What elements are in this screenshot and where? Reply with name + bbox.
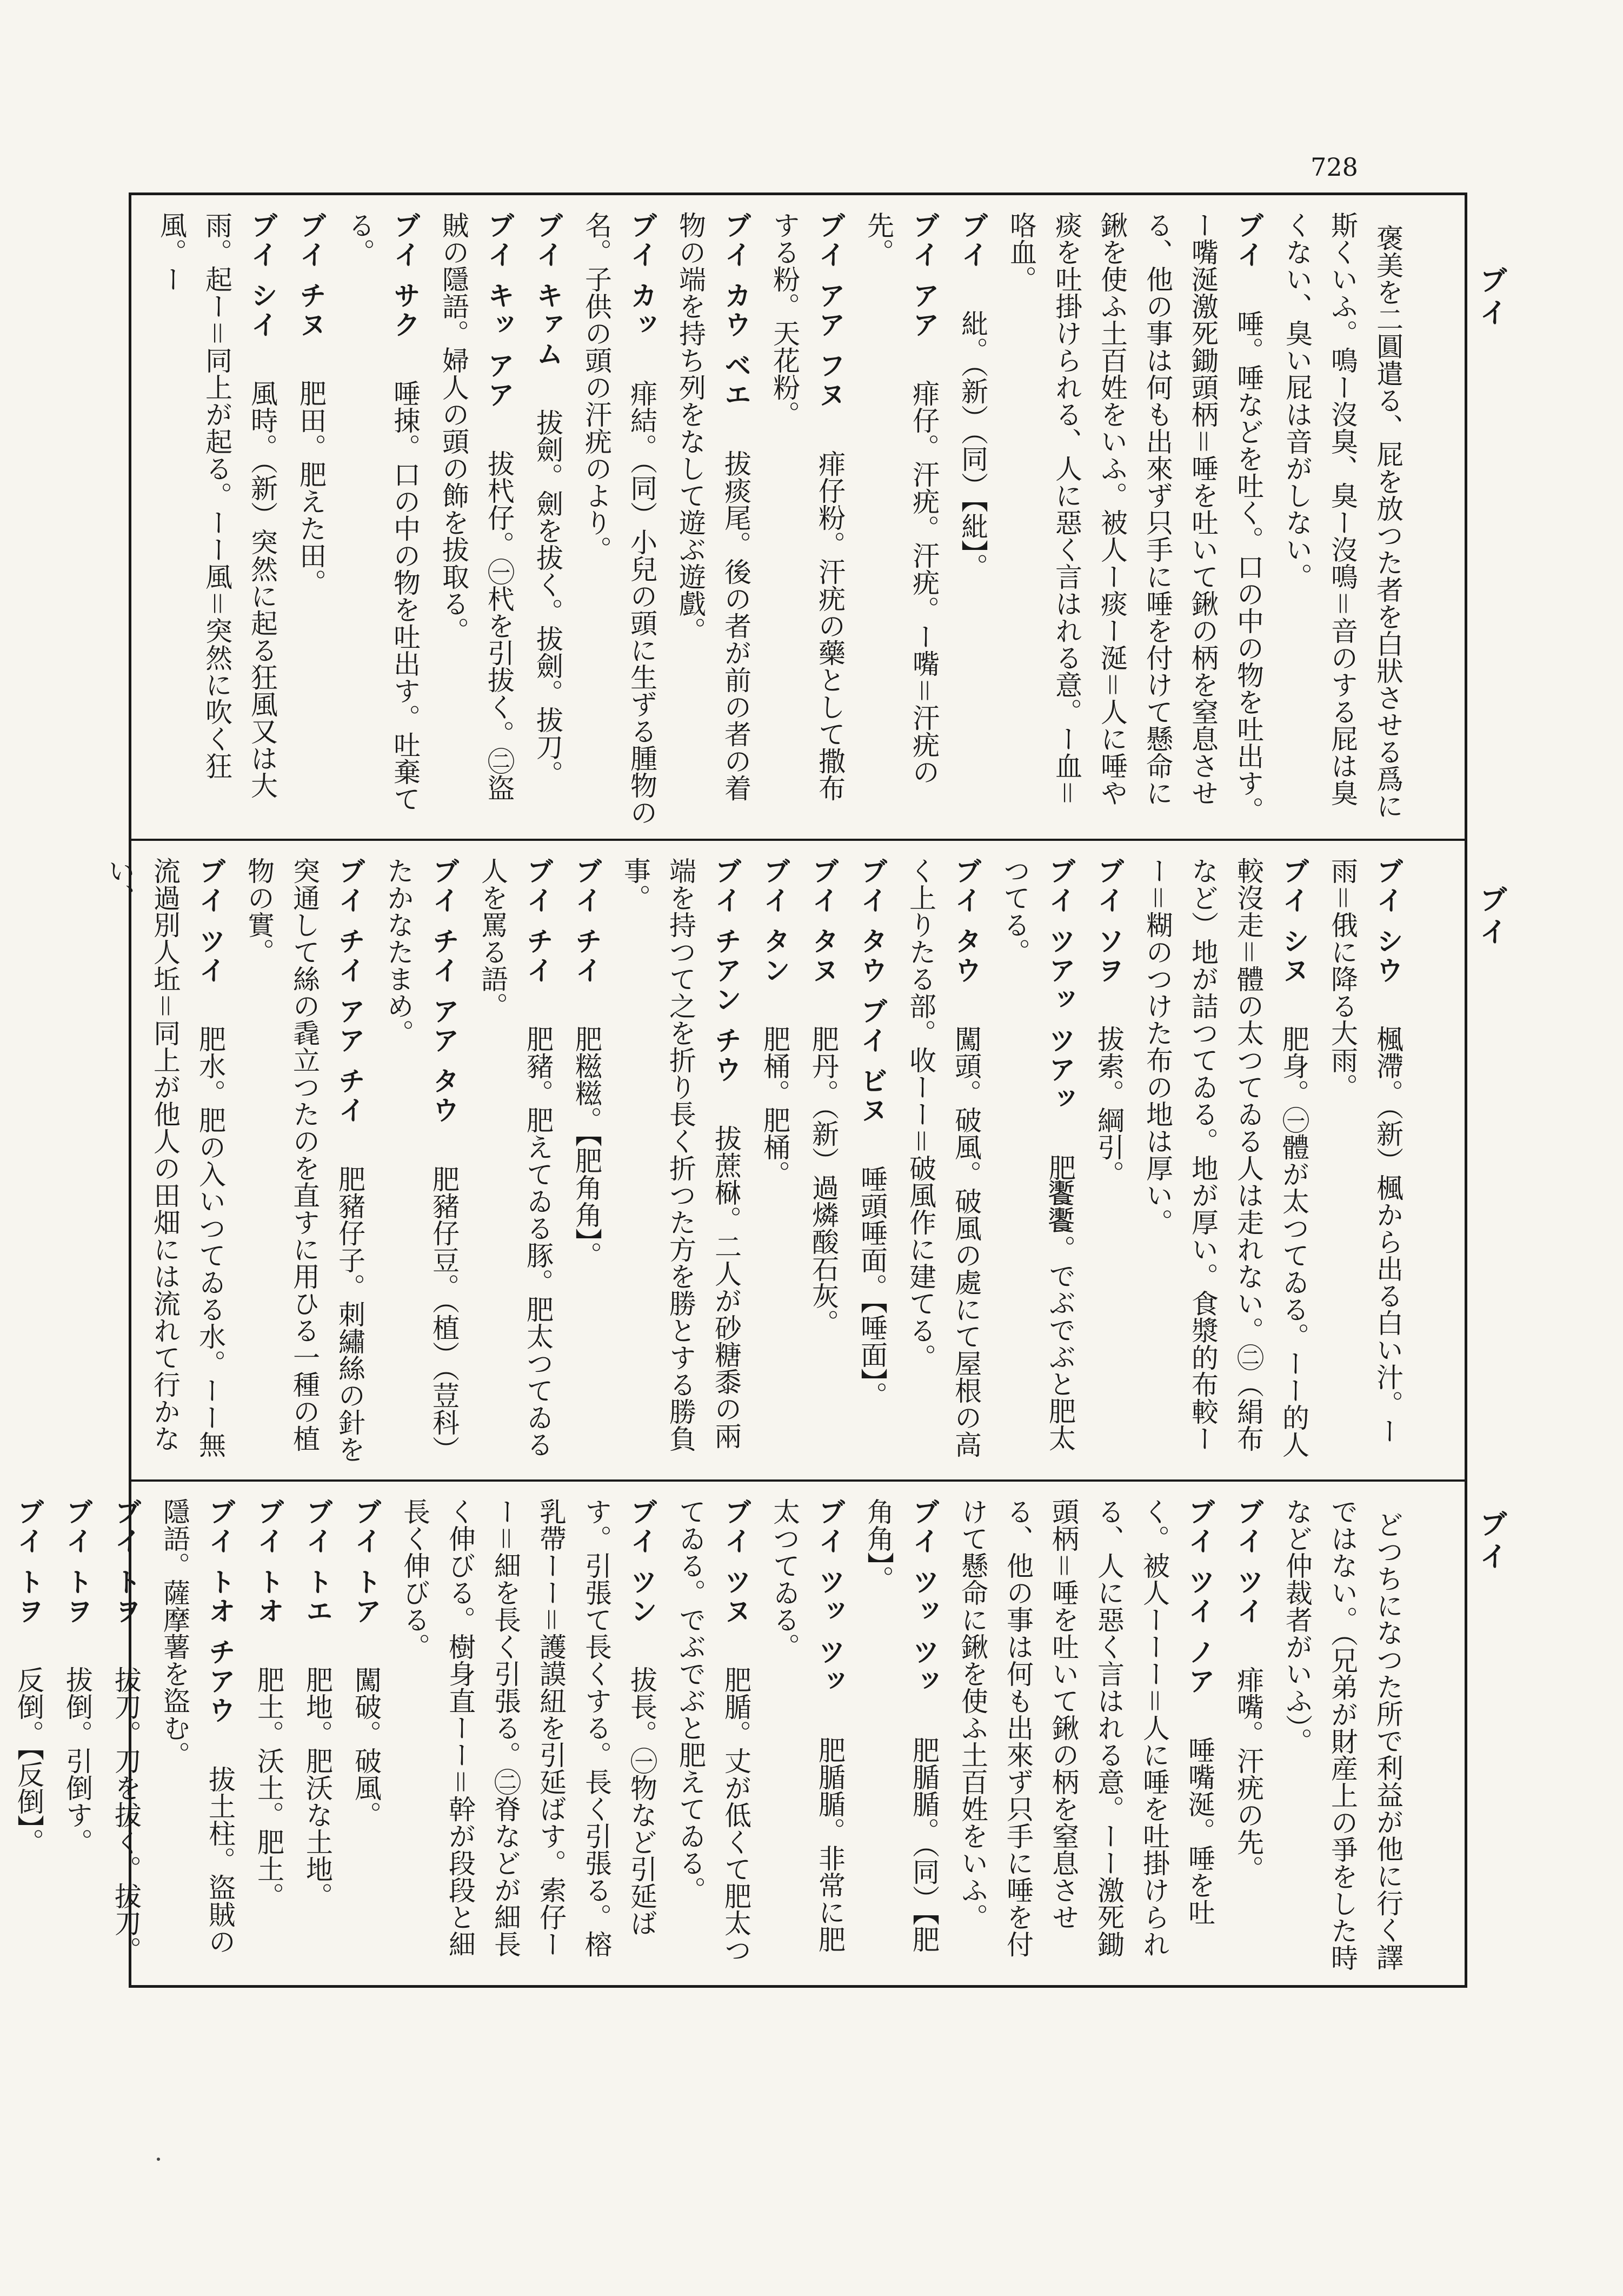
dictionary-entry bbox=[1135, 857, 1316, 1469]
dictionary-entry bbox=[950, 211, 995, 828]
entry-headword-kana: ブイ タウ bbox=[950, 857, 982, 986]
middle-band bbox=[104, 839, 1465, 1479]
entry-definition: 肥身。㊀體が太つてゐる。ーー的人較沒走＝體の太つてゐる人は走れない。㊁（絹布など）地が詰つてゐる。地が厚い。食漿的布較ーー＝糊のつけた布の地は厚い。 bbox=[1142, 857, 1309, 1458]
entry-definition: 肥地。肥沃な土地。 bbox=[302, 1666, 333, 1910]
scan-speck bbox=[157, 2158, 160, 2161]
dictionary-entry bbox=[762, 211, 853, 828]
dictionary-entry bbox=[801, 857, 846, 1469]
dictionary-entry bbox=[1320, 857, 1411, 1469]
entry-definition: 肥𩟗𩟗。でぶでぶと肥太つてる。 bbox=[999, 857, 1076, 1451]
dictionary-entry bbox=[668, 211, 759, 828]
entry-definition: 肥桶。肥桶。 bbox=[759, 1025, 790, 1188]
entry-headword-kana: ブイ トオ チアウ bbox=[204, 1498, 236, 1726]
entry-headword-kana: ブイ シウ bbox=[1372, 857, 1404, 986]
entry-definition: 痱仔粉。汗疣の藥として撒布する粉。天花粉。 bbox=[769, 211, 846, 801]
entry-headword-kana: ブイ トエ bbox=[302, 1498, 334, 1627]
entry-definition: 肥腯腯。（同）【肥角角】。 bbox=[863, 1498, 940, 1953]
entry-definition: 唾嘴涎。唾を吐く。被人ーーー＝人に唾を吐掛けられる、人に惡く言はれる意。ーー激死鋤頭柄＝唾を吐いて鍬の柄を窒息させる、他の事は何も出來ず只手に唾を付けて懸命に鍬を使ふ土百姓をいふ。 bbox=[957, 1498, 1215, 1957]
entry-definition: 肥水。肥の入いつてゐる水。ーー無流過別人坵＝同上が他人の田畑には流れて行かない、 bbox=[104, 857, 226, 1458]
entry-headword-kana: ブイ シイ bbox=[247, 211, 278, 340]
dictionary-entry bbox=[1226, 1498, 1271, 1974]
lower-band bbox=[13, 1479, 1465, 1985]
entry-headword-kana: ブイ チヌ bbox=[295, 211, 327, 340]
entry-headword-kana: ブイ タン bbox=[759, 857, 791, 986]
entry-definition: 肥腯。丈が低くて肥太つてゐる。でぶでぶと肥えてゐる。 bbox=[675, 1498, 751, 1964]
entry-headword-kana: ブイ ソヲ bbox=[1093, 857, 1125, 986]
entry-definition: どつちになつた所で利益が他に行く譯ではない。（兄弟が財産上の爭をした時など仲裁者がいふ）。 bbox=[1281, 1498, 1404, 1971]
entry-definition: 拔蔗㮟。二人が砂糖黍の兩端を持つて之を折り長く折つた方を勝とする勝負事。 bbox=[620, 857, 742, 1452]
entry-headword-kana: ブイ トオ bbox=[253, 1498, 285, 1627]
dictionary-entry bbox=[856, 1498, 947, 1974]
entry-headword-kana: ブイ チイ bbox=[571, 857, 603, 986]
dictionary-entry bbox=[762, 1498, 853, 1974]
entry-definition: 唾。唾などを吐く。口の中の物を吐出す。ー嘴涎激死鋤頭柄＝唾を吐いて鍬の柄を窒息させる、他の事は何も出來ず只手に唾を付けて懸命に鍬を使ふ土百姓をいふ。被人ー痰ー涎＝人に唾や痰を吐掛けられる、人に惡く言はれる意。ー血＝咯血。 bbox=[1006, 211, 1264, 824]
entry-headword-kana: ブイ キァム bbox=[532, 211, 564, 369]
entry-definition: 風時。（新）突然に起る狂風又は大雨。起ー＝同上が起る。ーー風＝突然に吹く狂風。ー bbox=[156, 211, 278, 799]
entry-definition: 肥豬仔子。刺繡絲の針を突通して絲の毳立つたのを直すに用ひる一種の植物の實。 bbox=[243, 857, 365, 1463]
entry-definition: 拔土柱。盜賊の隱語。薩摩薯を盜む。 bbox=[159, 1498, 236, 1955]
entry-definition: 肥豬仔豆。（植）（荳科）たかなたまめ。 bbox=[383, 857, 460, 1463]
entry-headword-kana: ブイ bbox=[957, 211, 989, 270]
entry-headword-kana: ブイ ツッ ツッ bbox=[814, 1498, 846, 1696]
entry-headword-kana: ブイ bbox=[1233, 211, 1265, 270]
dictionary-entry bbox=[849, 857, 895, 1469]
entry-headword-kana: ブイ チイ アア チイ bbox=[334, 857, 366, 1126]
dictionary-entry bbox=[668, 1498, 759, 1974]
dictionary-entry bbox=[431, 211, 522, 828]
dictionary-entry bbox=[1274, 211, 1411, 828]
upper-band bbox=[131, 195, 1465, 839]
entry-definition: 肥糍糍。【肥角角】。 bbox=[571, 1025, 602, 1269]
entry-headword-kana: ブイ ツヌ bbox=[720, 1498, 752, 1627]
entry-definition: 肥丹。（新）過燐酸石灰。 bbox=[808, 1025, 839, 1337]
dictionary-entry bbox=[752, 857, 797, 1469]
dictionary-entry bbox=[950, 1498, 1222, 1974]
entry-columns bbox=[145, 195, 1411, 839]
dictionary-entry bbox=[564, 857, 609, 1469]
dictionary-entry bbox=[898, 857, 989, 1469]
entry-headword-kana: ブイ アア フヌ bbox=[814, 211, 846, 410]
entry-headword-kana: ブイ トヲ bbox=[13, 1498, 45, 1627]
entry-headword-kana: ブイ アア bbox=[908, 211, 940, 340]
entry-definition: 拔索。綱引。 bbox=[1093, 1025, 1125, 1188]
dictionary-entry bbox=[992, 857, 1083, 1469]
entry-definition: 肥豬。肥えてゐる豚。肥太つてゐる人を罵る語。 bbox=[477, 857, 554, 1458]
entry-headword-kana: ブイ シヌ bbox=[1278, 857, 1310, 986]
entry-headword-kana: ブイ トヲ bbox=[62, 1498, 94, 1627]
entry-headword-kana: ブイ キッ アア bbox=[483, 211, 515, 410]
dictionary-entry bbox=[236, 857, 373, 1469]
dictionary-entry bbox=[246, 1498, 291, 1974]
entry-headword-kana: ブイ ツイ bbox=[1233, 1498, 1265, 1627]
entry-columns bbox=[94, 841, 1411, 1479]
dictionary-entry bbox=[1086, 857, 1132, 1469]
dictionary-entry bbox=[55, 1498, 100, 1974]
entry-definition: 痱仔。汗疣。汗疣。ー嘴＝汗疣の先。 bbox=[863, 211, 940, 786]
entry-headword-kana: ブイ チアン チウ bbox=[710, 857, 742, 1085]
dictionary-entry bbox=[343, 1498, 389, 1974]
dictionary-entry bbox=[97, 857, 233, 1469]
dictionary-entry bbox=[152, 1498, 243, 1974]
entry-definition: 紕。（新）（同）【紕】。 bbox=[957, 310, 988, 580]
entry-headword-kana: ブイ ツアッ ツアッ bbox=[1045, 857, 1076, 1114]
entry-headword-kana: ブイ タウ ブイ ビヌ bbox=[856, 857, 888, 1126]
running-head: ブイ bbox=[1474, 885, 1507, 950]
entry-definition: 肥田。肥えた田。 bbox=[295, 380, 327, 596]
dictionary-entry bbox=[295, 1498, 340, 1974]
entry-definition: 拔長。㊀物など引延ばす。引張て長くする。長く引張る。榕乳帶ーー＝護謨紐を引延ばす。索仔ーー＝細を長く引張る。㊁脊などが細長く伸びる。樹身直ーー＝幹が段段と細長く伸びる。 bbox=[399, 1498, 657, 1957]
entry-headword-kana: ブイ サク bbox=[389, 211, 421, 340]
entry-definition: 肥腯腯。非常に肥太つてゐる。 bbox=[769, 1498, 846, 1953]
entry-headword-kana: ブイ トア bbox=[350, 1498, 382, 1627]
entry-definition: 痱結。（同）小兒の頭に生ずる腫物の名。子供の頭の汗疣のより。 bbox=[581, 211, 657, 826]
entry-definition: 闖頭。破風。破風の處にて屋根の高く上りたる部。收ーー＝破風作に建てる。 bbox=[905, 857, 982, 1458]
dictionary-entry bbox=[376, 857, 467, 1469]
running-head: ブイ bbox=[1474, 266, 1507, 330]
entry-headword-kana: ブイ ツイ ノア bbox=[1184, 1498, 1216, 1696]
dictionary-entry bbox=[856, 211, 947, 828]
dictionary-entry bbox=[470, 857, 561, 1469]
dictionary-entry bbox=[525, 211, 570, 828]
entry-headword-kana: ブイ ツイ bbox=[195, 857, 227, 986]
entry-headword-kana: ブイ チイ アア タウ bbox=[428, 857, 460, 1126]
dictionary-entry bbox=[999, 211, 1271, 828]
entry-definition: 拔劍。劍を拔く。拔劍。拔刀。 bbox=[532, 409, 563, 788]
dictionary-entry bbox=[392, 1498, 664, 1974]
entry-headword-kana: ブイ ツン bbox=[626, 1498, 658, 1627]
dictionary-entry bbox=[149, 211, 285, 828]
entry-definition: 肥土。沃土。肥土。 bbox=[253, 1666, 284, 1910]
dictionary-frame bbox=[13, 193, 1507, 1988]
entry-headword-kana: ブイ ツッ ツッ bbox=[908, 1498, 940, 1696]
dictionary-entry bbox=[613, 857, 749, 1469]
entry-headword-kana: ブイ チイ bbox=[522, 857, 554, 986]
entry-headword-kana: ブイ カウ ベエ bbox=[720, 211, 752, 410]
running-head: ブイ bbox=[1474, 1509, 1507, 1574]
entry-definition: 拔倒。引倒す。 bbox=[62, 1666, 93, 1856]
entry-definition: 拔刀。刀を拔く。拔刀。 bbox=[110, 1666, 142, 1964]
dictionary-entry bbox=[103, 1498, 149, 1974]
dictionary-entry bbox=[288, 211, 334, 828]
entry-headword-kana: ブイ トヲ bbox=[110, 1498, 142, 1627]
entry-headword-kana: ブイ タヌ bbox=[808, 857, 840, 986]
entry-definition: 唾捒。口の中の物を吐出す。吐棄てる。 bbox=[344, 211, 421, 813]
entry-definition: 闖破。破風。 bbox=[350, 1666, 382, 1829]
dictionary-entry bbox=[6, 1498, 51, 1974]
entry-headword-kana: ブイ カッ bbox=[626, 211, 658, 340]
entry-definition: 反倒。【反倒】。 bbox=[13, 1666, 44, 1856]
entry-definition: 褒美を二圓遣る、屁を放つた者を白狀させる爲に斯くいふ。鳴ー沒臭、臭ー沒鳴＝音のする屁は臭くない、臭い屁は音がしない。 bbox=[1281, 211, 1404, 819]
page-number: 728 bbox=[1311, 152, 1358, 182]
dictionary-entry bbox=[337, 211, 428, 828]
dictionary-entry bbox=[574, 211, 664, 828]
entry-definition: 拔杙仔。㊀杙を引拔く。㊁盜賊の隱語。婦人の頭の飾を拔取る。 bbox=[438, 211, 515, 801]
dictionary-entry bbox=[1274, 1498, 1411, 1974]
entry-definition: 楓滯。（新）楓から出る白い汁。ー雨＝俄に降る大雨。 bbox=[1327, 857, 1404, 1445]
entry-definition: 痱嘴。汗疣の先。 bbox=[1233, 1666, 1264, 1883]
entry-definition: 唾頭唾面。【唾面】。 bbox=[856, 1165, 888, 1409]
entry-columns bbox=[3, 1482, 1411, 1985]
entry-definition: 拔痰尾。後の者が前の者の着物の端を持ち列をなして遊ぶ遊戲。 bbox=[675, 211, 751, 801]
